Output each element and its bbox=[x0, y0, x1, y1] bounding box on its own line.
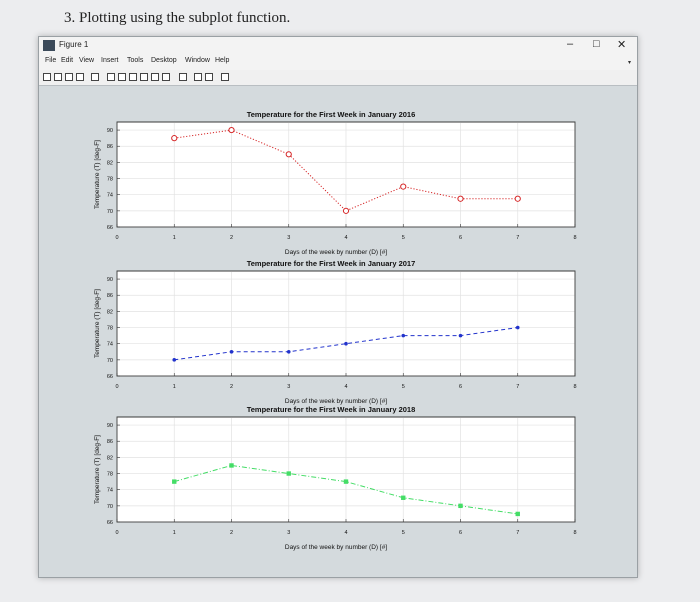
x-tick-label: 1 bbox=[172, 530, 176, 536]
data-point bbox=[343, 208, 348, 213]
x-tick-label: 4 bbox=[344, 530, 348, 536]
y-tick-label: 70 bbox=[106, 208, 113, 215]
x-tick-label: 8 bbox=[573, 235, 577, 241]
y-tick-label: 90 bbox=[106, 128, 113, 135]
x-tick-label: 3 bbox=[287, 235, 291, 241]
subplot-title: Temperature for the First Week in January 2017 bbox=[246, 259, 416, 268]
y-axis-label: Temperature (T) [deg-F] bbox=[94, 289, 101, 358]
y-tick-label: 82 bbox=[106, 309, 113, 316]
x-tick-label: 3 bbox=[287, 530, 291, 536]
x-tick-label: 1 bbox=[172, 384, 176, 390]
y-tick-label: 90 bbox=[106, 423, 113, 430]
y-tick-label: 78 bbox=[106, 176, 113, 183]
subplot-3 bbox=[94, 405, 577, 551]
data-point bbox=[230, 350, 234, 354]
x-tick-label: 7 bbox=[516, 384, 520, 390]
menu-view[interactable]: View bbox=[79, 57, 95, 64]
menu-insert[interactable]: Insert bbox=[101, 57, 119, 64]
menu-desktop[interactable]: Desktop bbox=[151, 57, 177, 64]
x-tick-label: 2 bbox=[229, 384, 234, 390]
y-tick-label: 74 bbox=[106, 192, 113, 199]
x-tick-label: 4 bbox=[344, 384, 348, 390]
data-point bbox=[287, 350, 291, 354]
x-tick-label: 7 bbox=[516, 235, 520, 241]
x-tick-label: 5 bbox=[401, 235, 405, 241]
x-tick-label: 2 bbox=[229, 235, 234, 241]
data-point bbox=[458, 504, 462, 508]
menu-window[interactable]: Window bbox=[185, 57, 210, 64]
y-tick-label: 86 bbox=[106, 293, 113, 300]
data-point bbox=[516, 326, 520, 330]
x-tick-label: 0 bbox=[115, 530, 119, 536]
y-tick-label: 66 bbox=[106, 520, 113, 526]
menu-edit[interactable]: Edit bbox=[61, 57, 74, 64]
subplot-title: Temperature for the First Week in January 2016 bbox=[246, 110, 416, 119]
y-axis-label: Temperature (T) [deg-F] bbox=[94, 140, 101, 209]
data-point bbox=[401, 496, 405, 500]
x-tick-label: 5 bbox=[401, 384, 405, 390]
x-axis-label: Days of the week by number (D) [#] bbox=[284, 249, 388, 256]
x-tick-label: 0 bbox=[115, 384, 119, 390]
x-tick-label: 2 bbox=[229, 530, 234, 536]
minimize-button[interactable]: – bbox=[567, 38, 574, 50]
page-heading: 3. Plotting using the subplot function. bbox=[64, 10, 291, 26]
y-tick-label: 70 bbox=[106, 357, 113, 364]
x-axis-label: Days of the week by number (D) [#] bbox=[284, 544, 388, 551]
subplot-2 bbox=[94, 259, 577, 405]
data-point bbox=[172, 136, 177, 141]
data-point bbox=[515, 196, 520, 201]
x-tick-label: 7 bbox=[516, 530, 520, 536]
y-axis-label: Temperature (T) [deg-F] bbox=[94, 435, 101, 504]
menu-file[interactable]: File bbox=[45, 57, 57, 64]
x-tick-label: 1 bbox=[172, 235, 176, 241]
y-tick-label: 90 bbox=[106, 277, 113, 284]
y-tick-label: 86 bbox=[106, 144, 113, 151]
x-tick-label: 4 bbox=[344, 235, 348, 241]
x-tick-label: 3 bbox=[287, 384, 291, 390]
data-point bbox=[344, 342, 348, 346]
data-point bbox=[344, 479, 348, 483]
data-point bbox=[286, 152, 291, 157]
data-point bbox=[229, 463, 233, 467]
data-point bbox=[459, 334, 463, 338]
y-tick-label: 82 bbox=[106, 160, 113, 167]
y-tick-label: 78 bbox=[106, 325, 113, 332]
data-point bbox=[172, 479, 176, 483]
window-title: Figure 1 bbox=[59, 40, 89, 49]
x-tick-label: 6 bbox=[458, 235, 463, 241]
menu-tools[interactable]: Tools bbox=[127, 57, 144, 64]
data-point bbox=[516, 512, 520, 516]
x-tick-label: 0 bbox=[115, 235, 119, 241]
x-tick-label: 8 bbox=[573, 530, 577, 536]
y-tick-label: 70 bbox=[106, 503, 113, 510]
subplot-1 bbox=[94, 110, 577, 256]
data-point bbox=[401, 184, 406, 189]
y-tick-label: 78 bbox=[106, 471, 113, 478]
close-button[interactable]: ✕ bbox=[617, 39, 627, 51]
y-tick-label: 74 bbox=[106, 487, 113, 494]
x-tick-label: 6 bbox=[458, 384, 463, 390]
y-tick-label: 66 bbox=[106, 225, 113, 231]
y-tick-label: 74 bbox=[106, 341, 113, 348]
data-point bbox=[287, 471, 291, 475]
x-tick-label: 8 bbox=[573, 384, 577, 390]
subplot-title: Temperature for the First Week in January 2018 bbox=[246, 405, 416, 414]
x-axis-label: Days of the week by number (D) [#] bbox=[284, 398, 388, 405]
maximize-button[interactable]: □ bbox=[593, 38, 600, 50]
data-point bbox=[458, 196, 463, 201]
menu-help[interactable]: Help bbox=[215, 57, 230, 64]
x-tick-label: 5 bbox=[401, 530, 405, 536]
data-point bbox=[229, 127, 234, 132]
y-tick-label: 66 bbox=[106, 374, 113, 380]
y-tick-label: 82 bbox=[106, 455, 113, 462]
x-tick-label: 6 bbox=[458, 530, 463, 536]
data-point bbox=[401, 334, 405, 338]
y-tick-label: 86 bbox=[106, 439, 113, 446]
toolbar-dock-arrow-icon[interactable]: ▾ bbox=[627, 60, 631, 66]
data-point bbox=[172, 358, 176, 362]
